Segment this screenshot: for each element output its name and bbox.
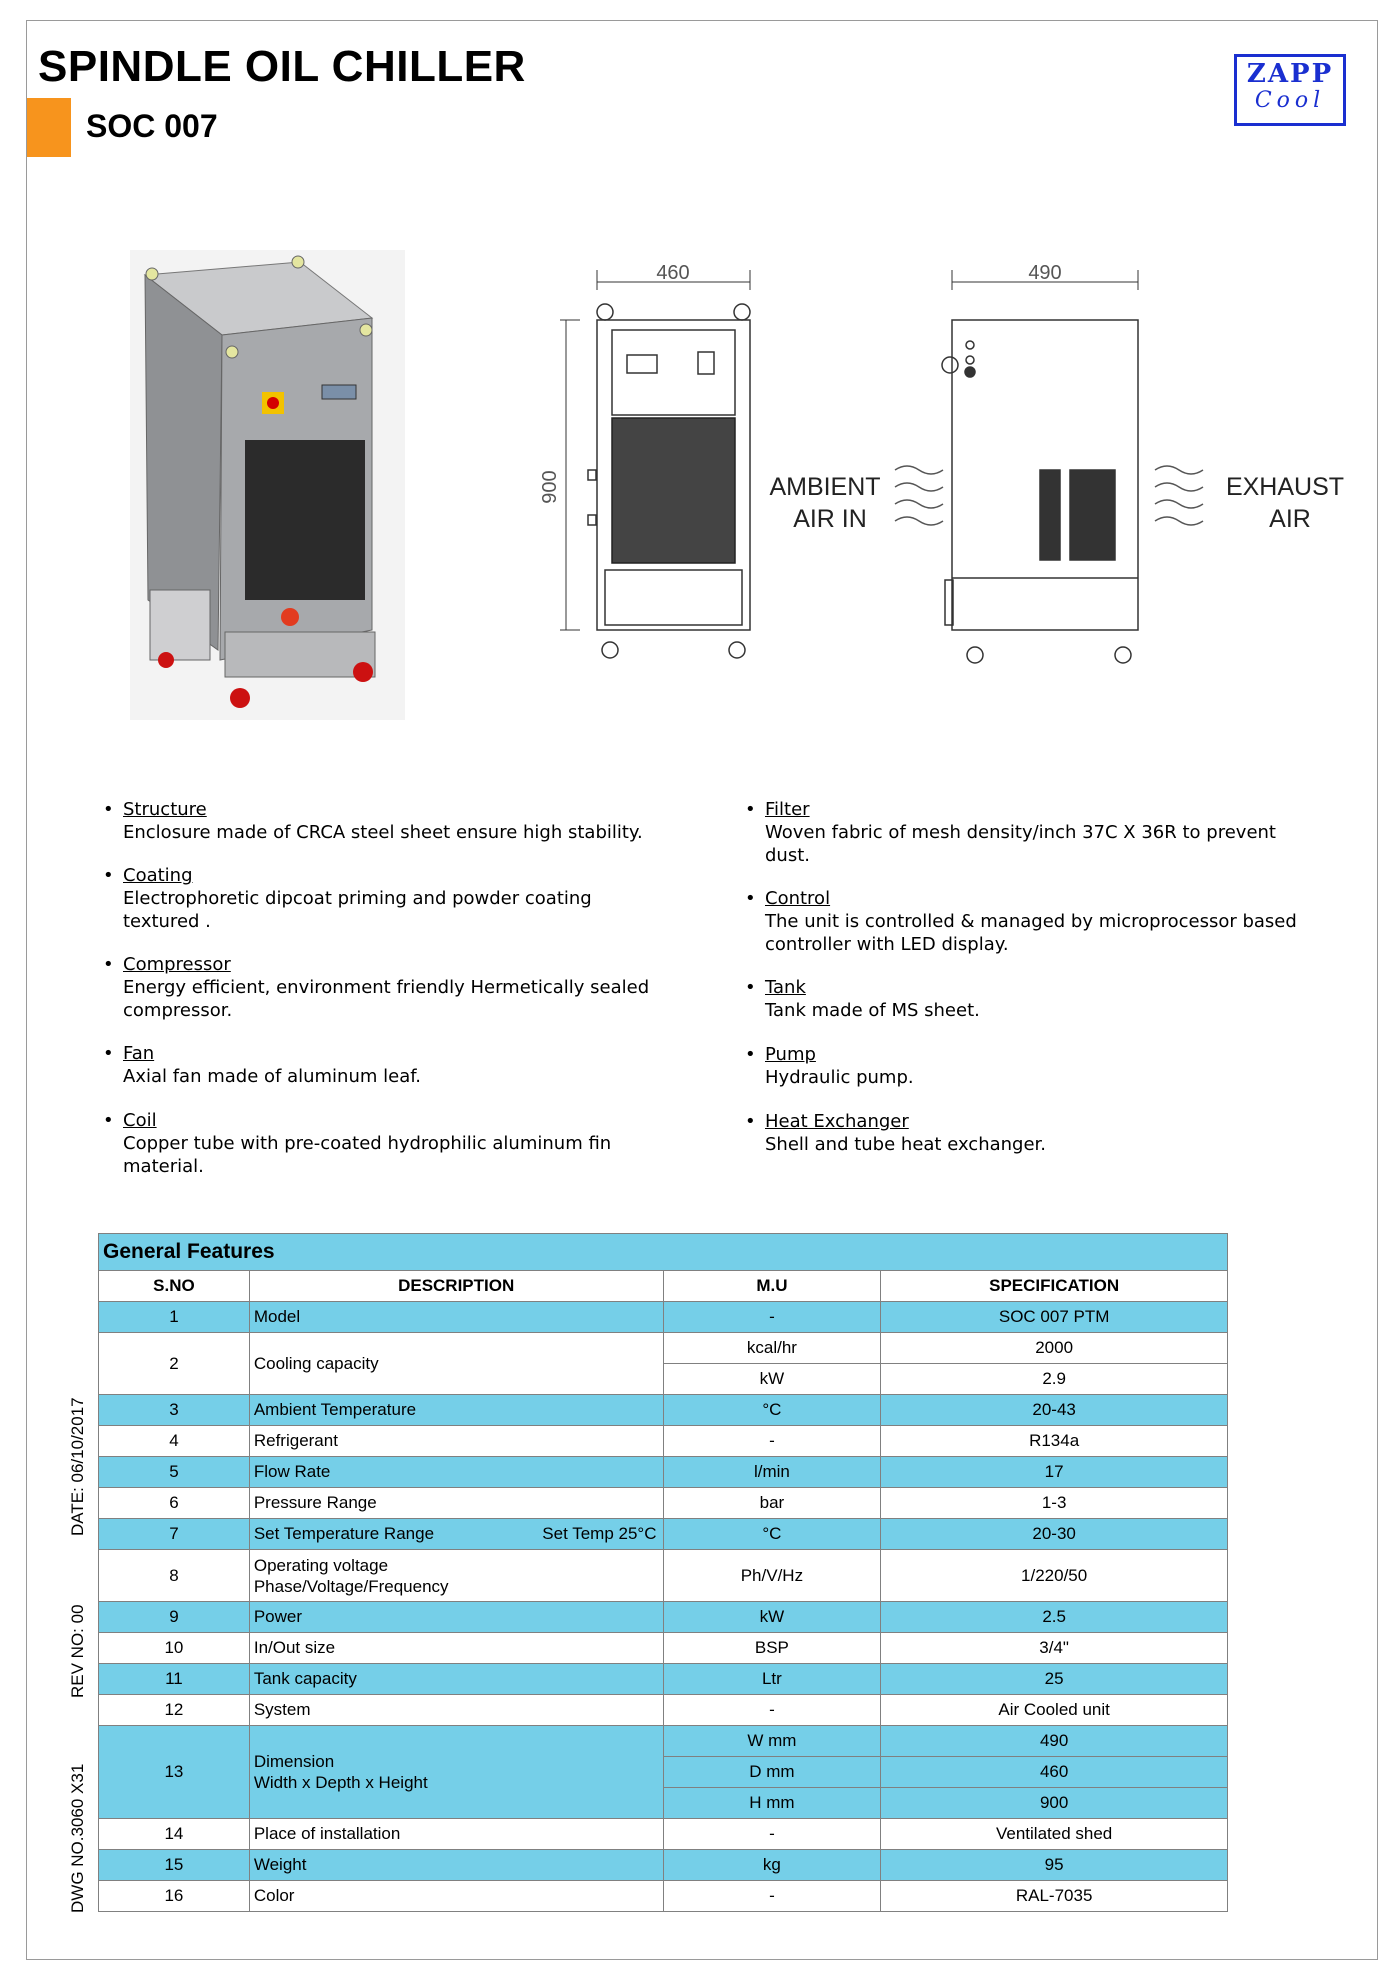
row-number: 13 xyxy=(99,1726,250,1819)
row-unit: °C xyxy=(663,1395,881,1426)
feature-heading: Heat Exchanger xyxy=(765,1111,909,1132)
row-unit: kW xyxy=(663,1364,881,1395)
row-unit: - xyxy=(663,1819,881,1850)
feature-coil: • Coil Copper tube with pre-coated hydrophilic aluminum fin material. xyxy=(123,1109,713,1178)
feature-description: Energy efficient, environment friendly Hermetically sealed compressor. xyxy=(123,977,650,1021)
row-description xyxy=(249,1550,663,1602)
ambient-air-label-1: AMBIENT xyxy=(769,473,881,501)
row-number: 7 xyxy=(99,1519,250,1550)
column-header: SPECIFICATION xyxy=(881,1271,1228,1302)
row-number: 1 xyxy=(99,1302,250,1333)
row-unit: °C xyxy=(663,1519,881,1550)
row-unit: - xyxy=(663,1695,881,1726)
row-description: Refrigerant xyxy=(249,1426,663,1457)
side-width-label: 490 xyxy=(1028,262,1062,284)
exhaust-air-label-1: EXHAUST xyxy=(1225,473,1345,501)
table-row xyxy=(99,1333,1228,1364)
feature-description: Hydraulic pump. xyxy=(765,1067,914,1088)
row-description xyxy=(249,1519,663,1550)
table-row xyxy=(99,1819,1228,1850)
logo-line-1: ZAPP xyxy=(1246,59,1334,89)
table-row xyxy=(99,1850,1228,1881)
general-features-table xyxy=(98,1233,1228,1912)
date-label: DATE: 06/10/2017 xyxy=(68,1397,87,1536)
feature-description: The unit is controlled & managed by microprocessor based controller with LED display. xyxy=(765,911,1297,955)
row-spec: Ventilated shed xyxy=(881,1819,1228,1850)
row-unit: D mm xyxy=(663,1757,881,1788)
table-row xyxy=(99,1426,1228,1457)
row-unit: - xyxy=(663,1426,881,1457)
row-number: 14 xyxy=(99,1819,250,1850)
row-description-line: Dimension xyxy=(253,1752,335,1771)
table-row xyxy=(99,1395,1228,1426)
row-spec: 2.9 xyxy=(881,1364,1228,1395)
feature-heading: Structure xyxy=(123,799,207,820)
feature-heading: Coil xyxy=(123,1110,157,1131)
feature-description: Enclosure made of CRCA steel sheet ensure high stability. xyxy=(123,822,643,843)
row-spec: 1-3 xyxy=(881,1488,1228,1519)
row-number: 6 xyxy=(99,1488,250,1519)
table-header-row xyxy=(99,1271,1228,1302)
height-label: 900 xyxy=(539,470,561,504)
row-spec: 95 xyxy=(881,1850,1228,1881)
row-number: 4 xyxy=(99,1426,250,1457)
row-number: 9 xyxy=(99,1602,250,1633)
feature-filter: • Filter Woven fabric of mesh density/inch 37C X 36R to prevent dust. xyxy=(765,798,1355,867)
row-description: Cooling capacity xyxy=(249,1333,663,1395)
row-number: 2 xyxy=(99,1333,250,1395)
accent-bar xyxy=(27,98,71,157)
feature-description: Copper tube with pre-coated hydrophilic aluminum fin material. xyxy=(123,1133,612,1177)
row-description: Color xyxy=(249,1881,663,1912)
column-header: S.NO xyxy=(99,1271,250,1302)
table-row xyxy=(99,1302,1228,1333)
row-unit: Ltr xyxy=(663,1664,881,1695)
row-number: 5 xyxy=(99,1457,250,1488)
row-description: In/Out size xyxy=(249,1633,663,1664)
row-number: 10 xyxy=(99,1633,250,1664)
column-header: M.U xyxy=(663,1271,881,1302)
row-number: 8 xyxy=(99,1550,250,1602)
row-spec: 25 xyxy=(881,1664,1228,1695)
row-description: Ambient Temperature xyxy=(249,1395,663,1426)
row-description-line: Operating voltage xyxy=(253,1555,389,1575)
feature-compressor: • Compressor Energy efficient, environment friendly Hermetically sealed compressor. xyxy=(123,953,713,1022)
row-number: 3 xyxy=(99,1395,250,1426)
table-row xyxy=(99,1881,1228,1912)
row-description xyxy=(249,1726,663,1819)
row-unit: kW xyxy=(663,1602,881,1633)
revision-label: REV NO: 00 xyxy=(68,1604,87,1698)
model-subtitle: SOC 007 xyxy=(86,108,218,144)
row-description-line: Width x Depth x Height xyxy=(253,1773,428,1792)
row-spec: Air Cooled unit xyxy=(881,1695,1228,1726)
row-spec: 20-30 xyxy=(881,1519,1228,1550)
table-row xyxy=(99,1550,1228,1602)
row-spec: R134a xyxy=(881,1426,1228,1457)
row-description: Weight xyxy=(249,1850,663,1881)
page-title: SPINDLE OIL CHILLER xyxy=(38,42,526,91)
table-row xyxy=(99,1633,1228,1664)
row-spec: 2.5 xyxy=(881,1602,1228,1633)
table-row xyxy=(99,1457,1228,1488)
table-row xyxy=(99,1695,1228,1726)
feature-tank: • Tank Tank made of MS sheet. xyxy=(765,976,1355,1022)
feature-pump: • Pump Hydraulic pump. xyxy=(765,1043,1355,1089)
row-spec: 900 xyxy=(881,1788,1228,1819)
feature-heading: Filter xyxy=(765,799,810,820)
table-row xyxy=(99,1519,1228,1550)
row-spec: 3/4" xyxy=(881,1633,1228,1664)
feature-heading: Coating xyxy=(123,865,193,886)
feature-coating: • Coating Electrophoretic dipcoat priming and powder coating textured . xyxy=(123,864,713,933)
row-spec: SOC 007 PTM xyxy=(881,1302,1228,1333)
front-width-label: 460 xyxy=(656,262,690,284)
exhaust-air-label-2: AIR xyxy=(1269,505,1311,533)
row-spec: 2000 xyxy=(881,1333,1228,1364)
row-unit: bar xyxy=(663,1488,881,1519)
row-description-line: Phase/Voltage/Frequency xyxy=(253,1576,449,1596)
row-spec: 460 xyxy=(881,1757,1228,1788)
column-header: DESCRIPTION xyxy=(249,1271,663,1302)
feature-description: Tank made of MS sheet. xyxy=(765,1000,980,1021)
row-unit: kcal/hr xyxy=(663,1333,881,1364)
row-number: 16 xyxy=(99,1881,250,1912)
row-spec: 1/220/50 xyxy=(881,1550,1228,1602)
row-spec: 20-43 xyxy=(881,1395,1228,1426)
table-row xyxy=(99,1726,1228,1757)
row-description: Power xyxy=(249,1602,663,1633)
row-description: System xyxy=(249,1695,663,1726)
row-unit: kg xyxy=(663,1850,881,1881)
row-description: Place of installation xyxy=(249,1819,663,1850)
feature-description: Shell and tube heat exchanger. xyxy=(765,1134,1047,1155)
row-description: Model xyxy=(249,1302,663,1333)
ambient-air-label-2: AIR IN xyxy=(793,505,867,533)
row-unit: W mm xyxy=(663,1726,881,1757)
row-number: 11 xyxy=(99,1664,250,1695)
zapp-cool-logo xyxy=(1234,54,1346,126)
row-description-text: Set Temperature Range xyxy=(253,1524,435,1543)
row-description: Flow Rate xyxy=(249,1457,663,1488)
feature-heading: Control xyxy=(765,888,831,909)
table-row xyxy=(99,1602,1228,1633)
feature-description: Woven fabric of mesh density/inch 37C X 36R to prevent dust. xyxy=(765,822,1276,866)
row-description: Tank capacity xyxy=(249,1664,663,1695)
drawing-number-label: DWG NO.3060 X31 xyxy=(68,1763,87,1913)
table-row xyxy=(99,1488,1228,1519)
row-unit: l/min xyxy=(663,1457,881,1488)
row-spec: RAL-7035 xyxy=(881,1881,1228,1912)
feature-heading: Tank xyxy=(765,977,806,998)
feature-description: Axial fan made of aluminum leaf. xyxy=(123,1066,421,1087)
table-row xyxy=(99,1664,1228,1695)
feature-heading: Pump xyxy=(765,1044,816,1065)
row-note: Set Temp 25°C xyxy=(542,1524,657,1543)
table-title: General Features xyxy=(99,1234,1228,1271)
feature-description: Electrophoretic dipcoat priming and powder coating textured . xyxy=(123,888,592,932)
feature-heading: Fan xyxy=(123,1043,155,1064)
row-spec: 17 xyxy=(881,1457,1228,1488)
feature-structure: • Structure Enclosure made of CRCA steel sheet ensure high stability. xyxy=(123,798,713,844)
row-unit: BSP xyxy=(663,1633,881,1664)
row-unit: - xyxy=(663,1302,881,1333)
feature-fan: • Fan Axial fan made of aluminum leaf. xyxy=(123,1042,713,1088)
row-unit: - xyxy=(663,1881,881,1912)
feature-control: • Control The unit is controlled & managed by microprocessor based controller with LED display. xyxy=(765,887,1355,956)
row-number: 12 xyxy=(99,1695,250,1726)
row-description: Pressure Range xyxy=(249,1488,663,1519)
logo-line-2: Cool xyxy=(1254,88,1326,113)
feature-heat-exchanger: • Heat Exchanger Shell and tube heat exchanger. xyxy=(765,1110,1355,1156)
row-spec: 490 xyxy=(881,1726,1228,1757)
row-unit: Ph/V/Hz xyxy=(663,1550,881,1602)
row-unit: H mm xyxy=(663,1788,881,1819)
feature-heading: Compressor xyxy=(123,954,231,975)
row-number: 15 xyxy=(99,1850,250,1881)
